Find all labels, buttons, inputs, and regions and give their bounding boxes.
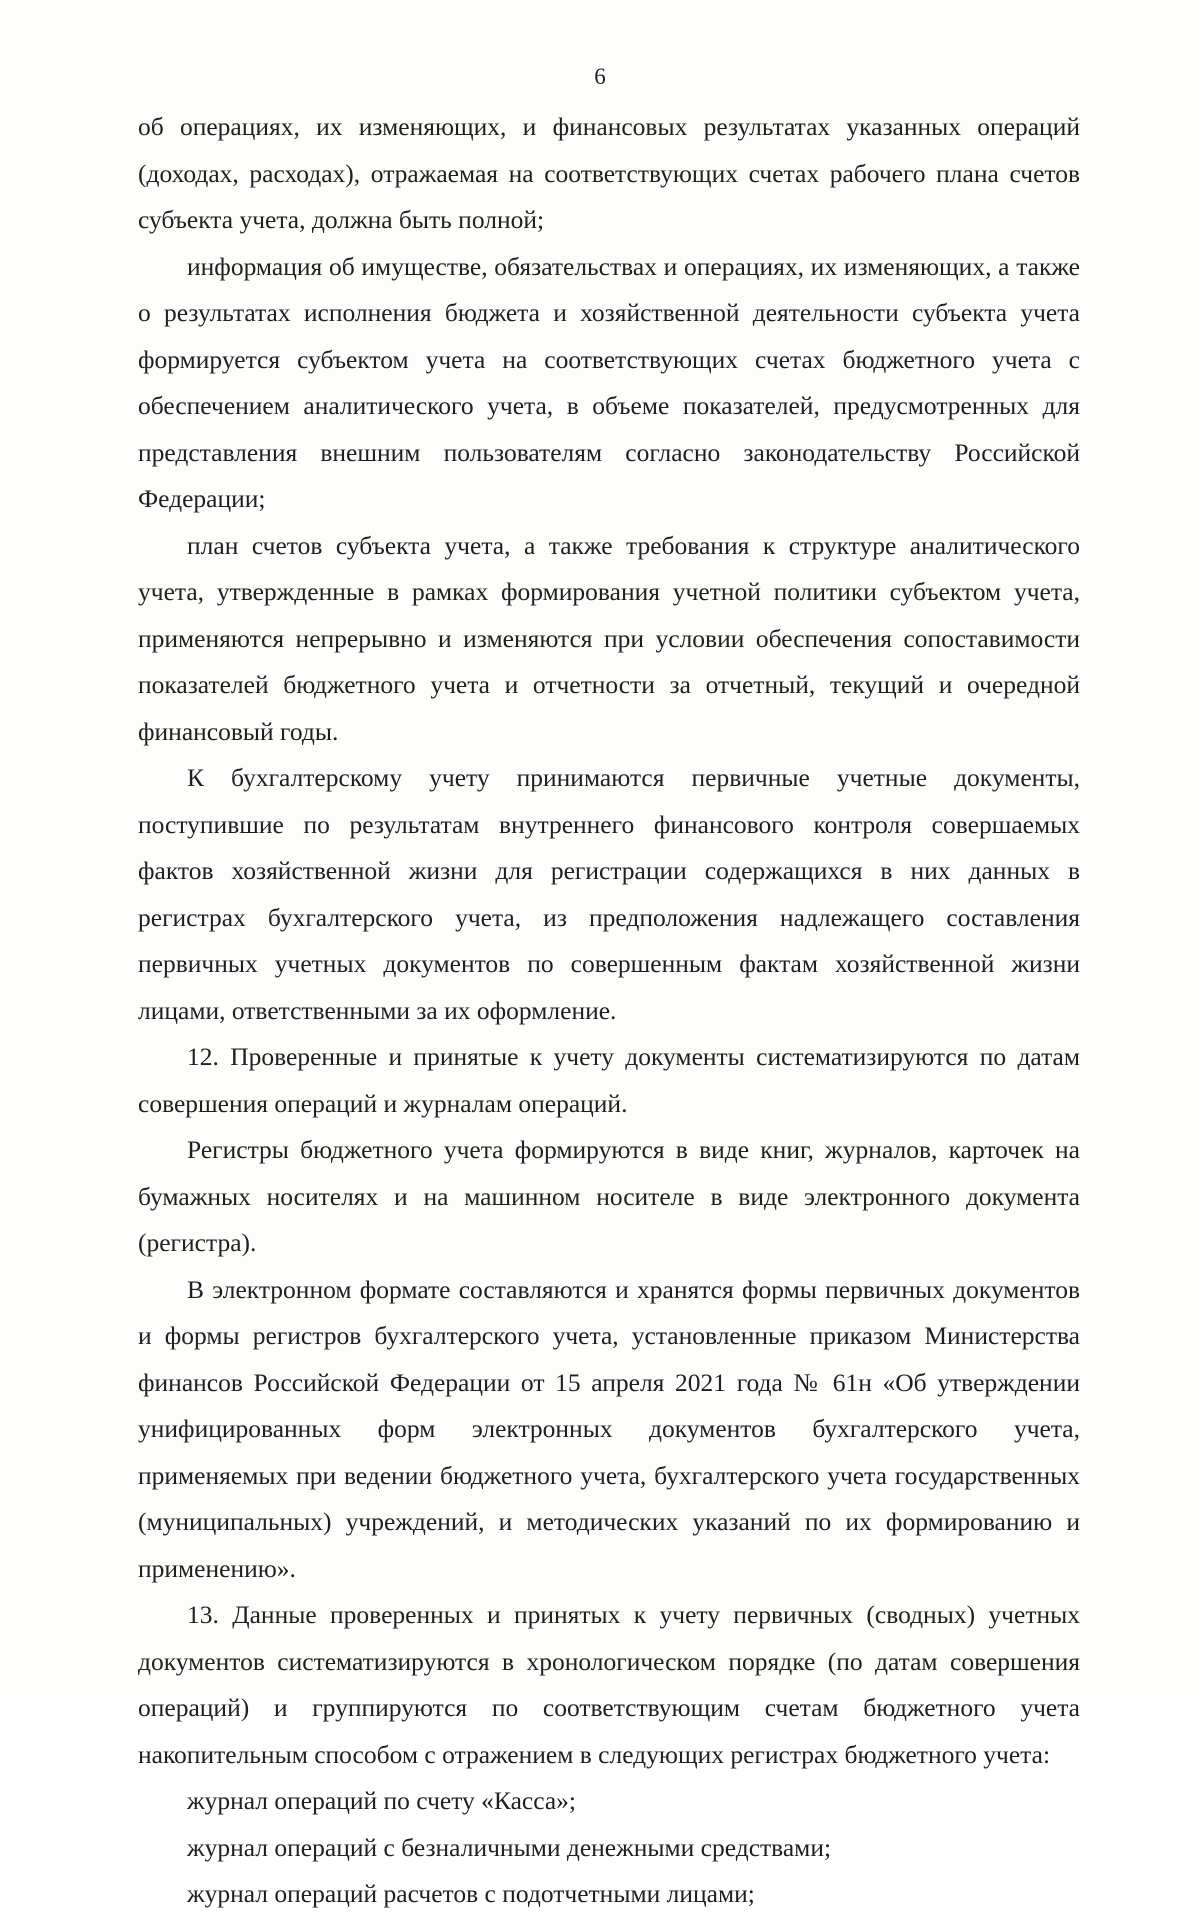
page-number: 6 xyxy=(594,64,606,89)
paragraph-continuation: об операциях, их изменяющих, и финансовых результатах указанных операций (доходах, расходах), отражаемая на соответствующих счетах рабочего плана счетов субъекта учета, должна быть полной; xyxy=(138,112,1080,234)
paragraph-registers-forms: Регистры бюджетного учета формируются в виде книг, журналов, карточек на бумажных носителях и на машинном носителе в виде электронного документа (регистра). xyxy=(138,1135,1080,1257)
paragraph-property-info: информация об имуществе, обязательствах и операциях, их изменяющих, а также о результатах исполнения бюджета и хозяйственной деятельности субъекта учета формируется субъектом учета на соответствующих счетах бюджетного учета с обеспечением аналитического учета, в объеме показателей, предусмотренных для представления внешним пользователям согласно законодательству Российской Федерации; xyxy=(138,251,1080,513)
paragraph-clause-13: 13. Данные проверенных и принятых к учету первичных (сводных) учетных документов систематизируются в хронологическом порядке (по датам совершения операций) и группируются по соответствующим счетам бюджетного учета накопительным способом с отражением в следующих регистрах бюджетного учета: xyxy=(138,1600,1080,1769)
paragraph-chart-of-accounts: план счетов субъекта учета, а также требования к структуре аналитического учета, утвержденные в рамках формирования учетной политики субъектом учета, применяются непрерывно и изменяются при условии обеспечения сопоставимости показателей бюджетного учета и отчетности за отчетный, текущий и очередной финансовый годы. xyxy=(138,530,1080,746)
list-item-journal-cash: журнал операций по счету «Касса»; xyxy=(187,1786,576,1815)
paragraph-electronic-format: В электронном формате составляются и хранятся формы первичных документов и формы регистров бухгалтерского учета, установленные приказом Министерства финансов Российской Федерации от 15 апреля 2021 года № 61н «Об утверждении унифицированных форм электронных документов бухгалтерского учета, применяемых при ведении бюджетного учета, бухгалтерского учета государственных (муниципальных) учреждений, и методических указаний по их формированию и применению». xyxy=(138,1274,1080,1583)
list-item-journal-cashless: журнал операций с безналичными денежными средствами; xyxy=(187,1832,832,1862)
document-body xyxy=(138,104,1080,1918)
list-item-journal-accountable: журнал операций расчетов с подотчетными лицами; xyxy=(187,1879,755,1908)
paragraph-clause-12: 12. Проверенные и принятые к учету документы систематизируются по датам совершения операций и журналам операций. xyxy=(138,1042,1080,1118)
paragraph-primary-documents: К бухгалтерскому учету принимаются первичные учетные документы, поступившие по результатам внутреннего финансового контроля совершаемых фактов хозяйственной жизни для регистрации содержащихся в них данных в регистрах бухгалтерского учета, из предположения надлежащего составления первичных учетных документов по совершенным фактам хозяйственной жизни лицами, ответственными за их оформление. xyxy=(138,763,1080,1025)
